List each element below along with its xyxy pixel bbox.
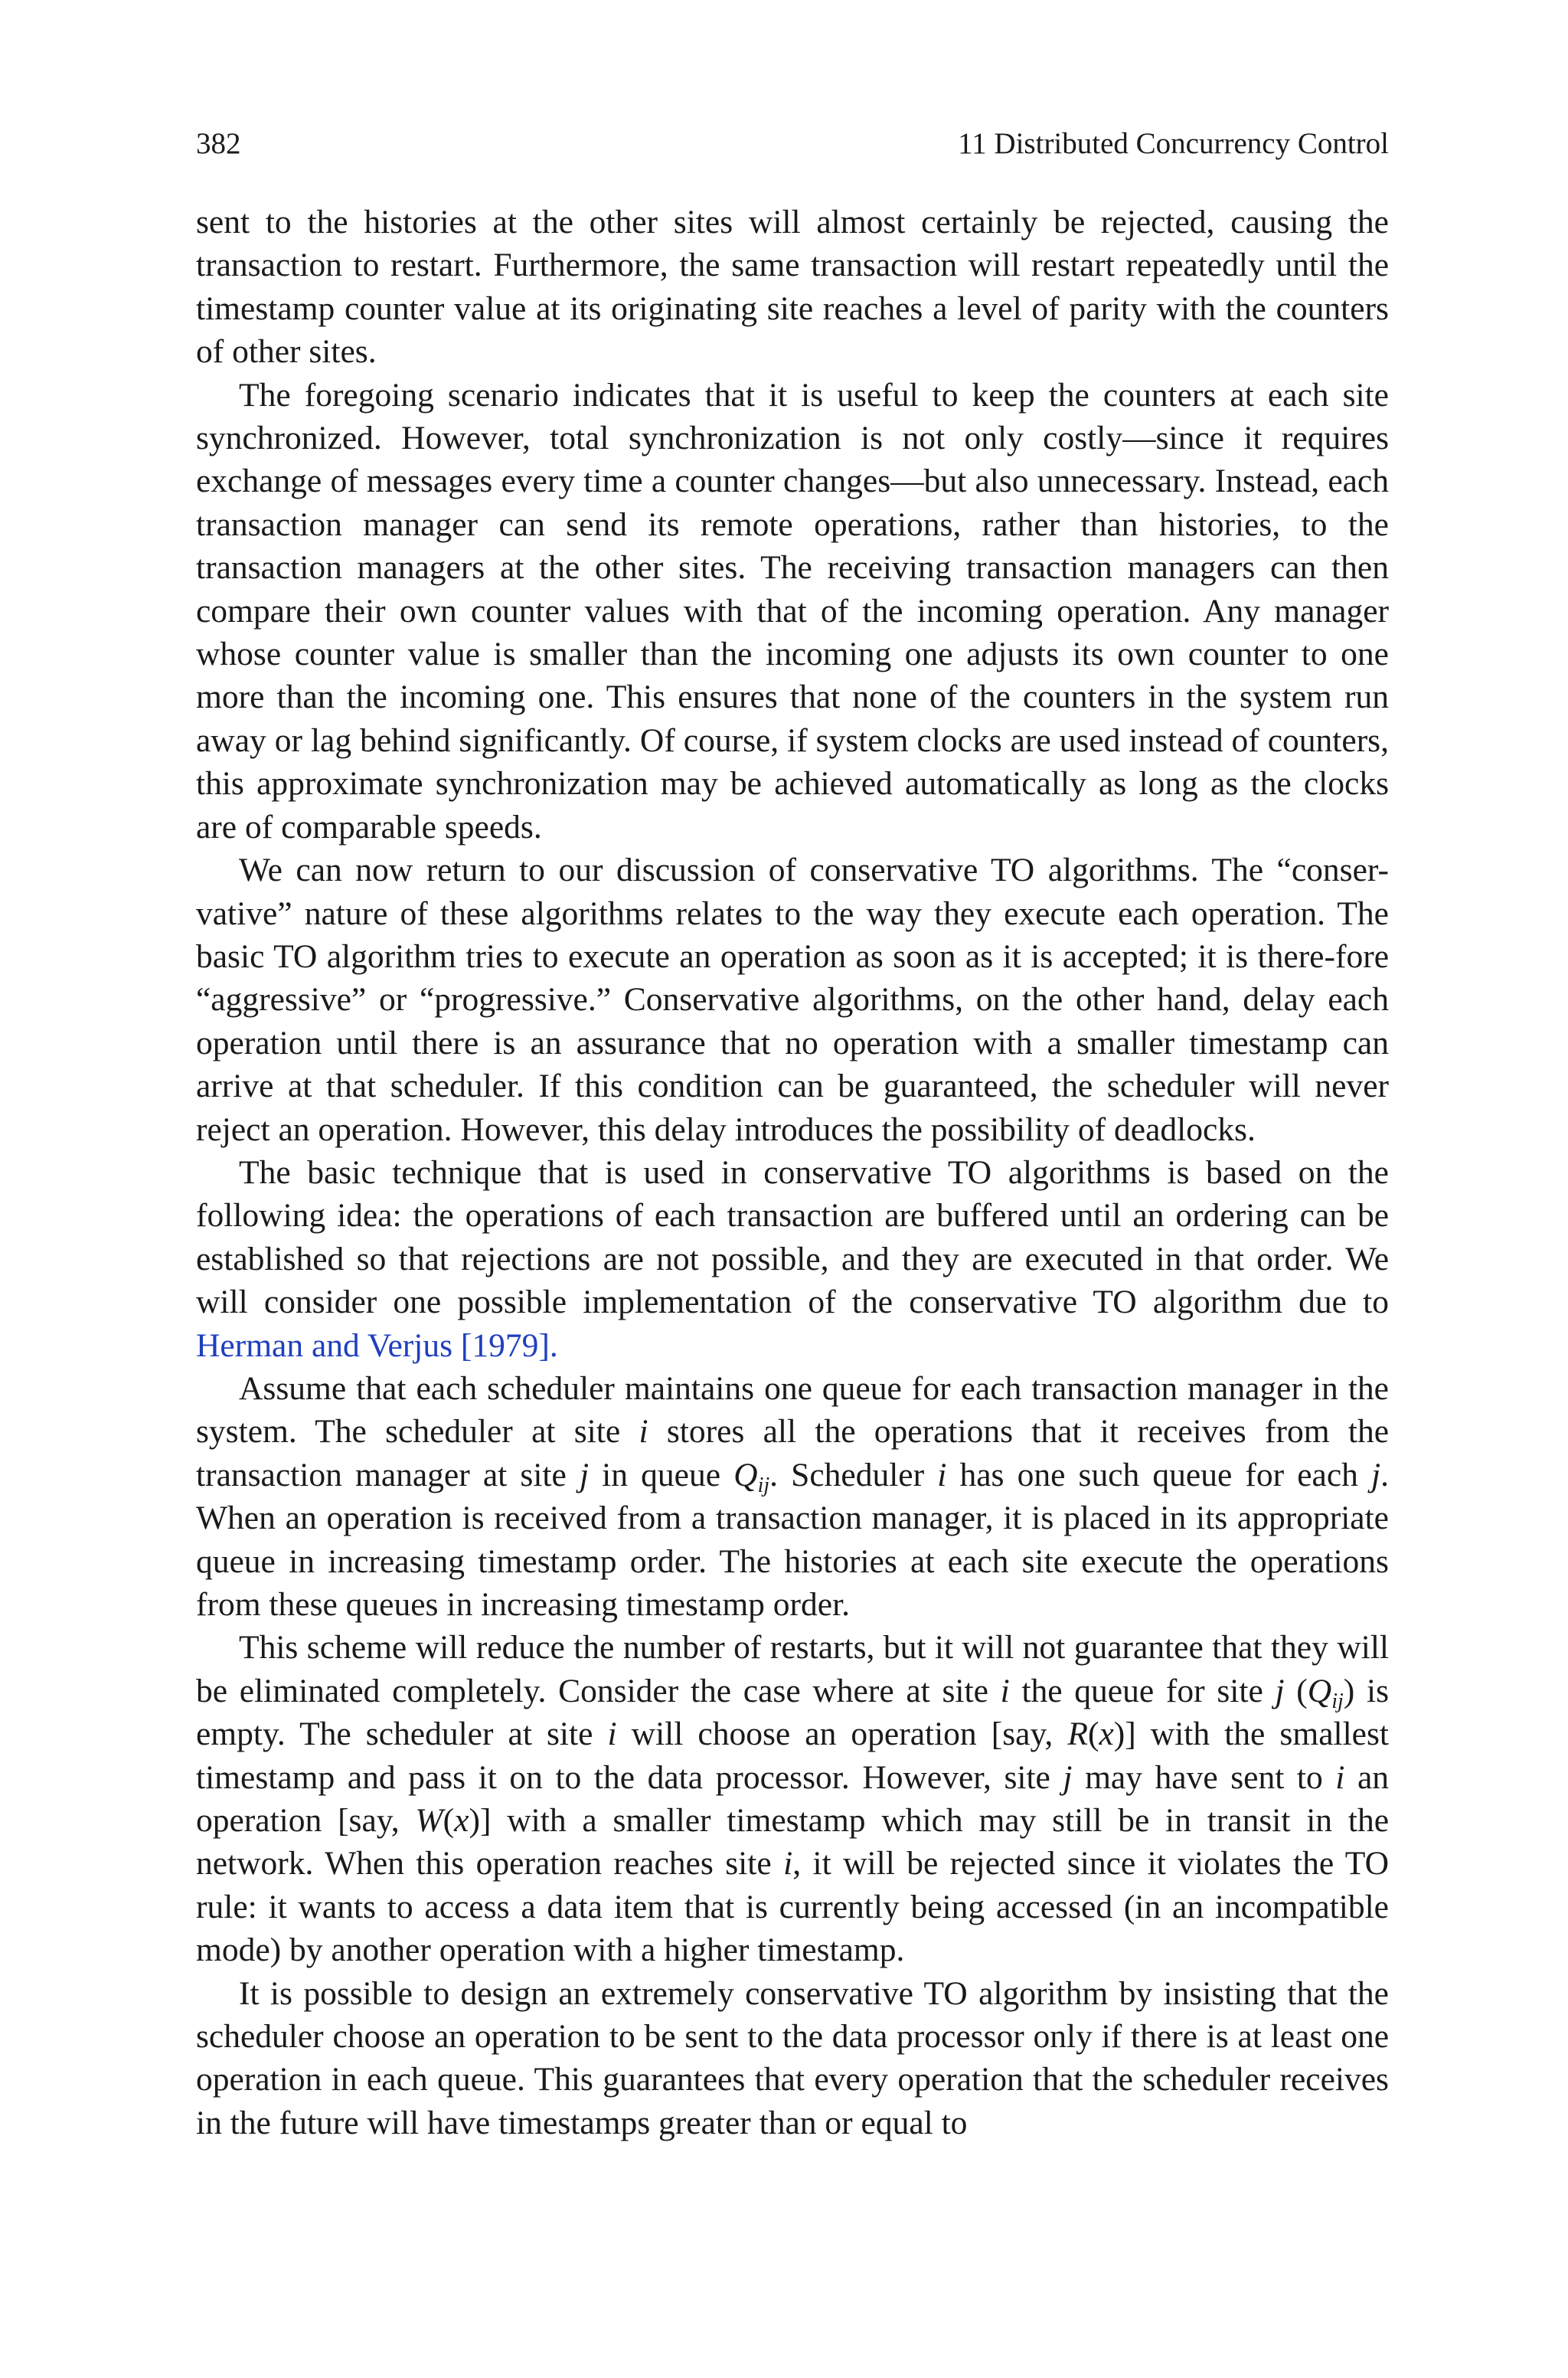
p6-text-12: , it will be rejected since it violates the TO rule: it wants to access a data item that is currently being accessed (in an incompatible mode) by another operation with a higher timestamp. <box>196 1845 1390 1969</box>
paragraph-6 <box>196 1626 1389 1971</box>
var-i: i <box>783 1845 793 1882</box>
p5-text-3: in queue <box>589 1456 734 1493</box>
queue-symbol <box>733 1456 770 1497</box>
paragraph-3: We can now return to our discussion of conservative TO algorithms. The “conser-vative” nature of these algorithms relates to the way they execute each operation. The basic TO algorithm tries to execute an operation as soon as it is accepted; it is there-fore “aggressive” or “progressive.” Conservative algorithms, on the other hand, delay each operation until there is an assurance that no operation with a smaller timestamp can arrive at that scheduler. If this condition can be guaranteed, the scheduler will never reject an operation. However, this delay introduces the possibility of deadlocks. <box>196 852 1389 1148</box>
var-i: i <box>639 1413 648 1451</box>
p6-text-2: the queue for site <box>1009 1672 1276 1709</box>
var-j: j <box>1275 1672 1285 1709</box>
queue-subscript: ij <box>1331 1689 1344 1713</box>
var-j: j <box>579 1456 590 1493</box>
var-x: x <box>1099 1716 1114 1753</box>
paragraph-1: sent to the histories at the other sites will almost certainly be rejected, causing the transaction to restart. Furthermore, the same transaction will restart repeatedly until the timestamp counter value at its originating site reaches a level of parity with the counters of other sites. <box>196 204 1389 371</box>
p6-text-8: may have sent to <box>1072 1758 1336 1796</box>
read-op: R <box>1067 1716 1088 1753</box>
p6-text-4: ) is empty. The scheduler at site <box>196 1672 1390 1753</box>
var-i: i <box>1335 1758 1345 1796</box>
queue-base: Q <box>1307 1672 1332 1709</box>
chapter-title: 11 Distributed Concurrency Control <box>958 127 1389 160</box>
p6-text-5: will choose an operation [say, <box>616 1716 1068 1753</box>
var-x: x <box>454 1802 469 1840</box>
body-text <box>196 201 1389 2144</box>
var-i: i <box>607 1716 617 1753</box>
var-i: i <box>1000 1672 1010 1709</box>
write-op: W <box>415 1802 443 1840</box>
paragraph-7: It is possible to design an extremely conservative TO algorithm by insisting that the scheduler choose an operation to be sent to the data processor only if there is at least one operation in each queue. This guarantees that every operation that the scheduler receives in the future will have timestamps greater than or equal to <box>196 1974 1389 2141</box>
p6-text-6: ( <box>1087 1716 1099 1753</box>
var-j: j <box>1063 1758 1073 1796</box>
queue-base: Q <box>733 1456 758 1493</box>
p6-text-1: This scheme will reduce the number of restarts, but it will not guarantee that they will be eliminated completely. Consider the case where at site <box>196 1629 1389 1709</box>
running-head <box>196 124 1389 164</box>
p5-text-5: has one such queue for each <box>946 1456 1372 1493</box>
page-number: 382 <box>196 127 241 160</box>
var-i: i <box>937 1456 947 1493</box>
p5-text-1: Assume that each scheduler maintains one queue for each transaction manager in the system. The scheduler at site <box>196 1369 1389 1451</box>
var-j: j <box>1371 1456 1381 1493</box>
p5-text-2: stores all the operations that it receives from the transaction manager at site <box>196 1413 1389 1493</box>
paragraph-4-text: The basic technique that is used in conservative TO algorithms is based on the following idea: the operations of each transaction are buffered until an ordering can be established so that rejections are not possible, and they are executed in that order. We will consider one possible implementation of the conservative TO algorithm due to <box>196 1153 1389 1321</box>
citation-herman-verjus[interactable]: Herman and Verjus [1979]. <box>196 1326 558 1364</box>
p6-text-10: ( <box>443 1802 455 1840</box>
queue-symbol <box>1307 1672 1344 1713</box>
queue-subscript: ij <box>757 1473 770 1497</box>
p6-text-7: )] with the smallest timestamp and pass it on to the data processor. However, site <box>196 1716 1389 1796</box>
p6-text-3: ( <box>1284 1672 1308 1709</box>
p5-text-6: . When an operation is received from a transaction manager, it is placed in its appropriate queue in increasing timestamp order. The histories at each site execute the operations from these queues in increasing timestamp order. <box>196 1456 1390 1623</box>
paragraph-5 <box>196 1367 1389 1626</box>
p5-text-4: . Scheduler <box>769 1456 938 1493</box>
p6-text-11: )] with a smaller timestamp which may still be in transit in the network. When this operation reaches site <box>196 1802 1390 1882</box>
paragraph-2: The foregoing scenario indicates that it is useful to keep the counters at each site synchronized. However, total synchronization is not only costly—since it requires exchange of messages every time a counter changes—but also unnecessary. Instead, each transaction manager can send its remote operations, rather than histories, to the transaction managers at the other sites. The receiving transaction managers can then compare their own counter values with that of the incoming operation. Any manager whose counter value is smaller than the incoming one adjusts its own counter to one more than the incoming one. This ensures that none of the counters in the system run away or lag behind significantly. Of course, if system clocks are used instead of counters, this approximate synchronization may be achieved automatically as long as the clocks are of comparable speeds. <box>196 376 1389 846</box>
paragraph-4 <box>196 1151 1389 1367</box>
p6-text-9: an operation [say, <box>196 1758 1389 1840</box>
